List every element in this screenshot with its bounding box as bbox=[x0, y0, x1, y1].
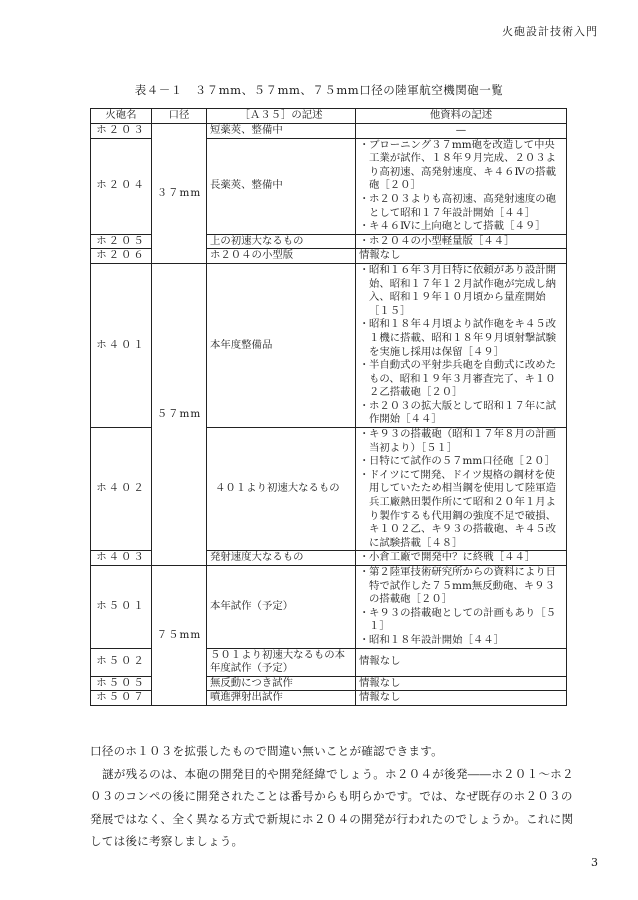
source-entry: ・ 昭和１８年４月頃より試作砲をキ４５改１機に搭載、昭和１８年９月頃射撃試験を実施し採用は保留［４９］ bbox=[359, 318, 563, 359]
column-header-name: 火砲名 bbox=[91, 109, 152, 124]
source-entry: 情報なし bbox=[359, 691, 401, 704]
source-entry: — bbox=[455, 124, 467, 136]
page-number: 3 bbox=[591, 856, 598, 869]
caliber-cell: ５７mm bbox=[152, 263, 207, 565]
source-entry: ・ キ９３の搭載砲（昭和１７年８月の計画当初より）［５１］ bbox=[359, 428, 563, 455]
caliber-cell: ７５mm bbox=[152, 566, 207, 706]
a35-description: 短薬莢、整備中 bbox=[207, 124, 356, 139]
a35-description: ５０１より初速大なるもの本年度試作（予定） bbox=[207, 648, 356, 676]
source-entry: ・ 日特にて試作の５７mm口径砲［２０］ bbox=[359, 455, 563, 469]
other-sources bbox=[356, 234, 567, 249]
weapon-name: ホ４０１ bbox=[91, 263, 152, 427]
source-entry: ・ 半自動式の平射歩兵砲を自動式に改めたもの、昭和１９年３月審査完了、キ１０２乙搭載砲［２０］ bbox=[359, 359, 563, 400]
source-entry: ・ ホ２０３の拡大版として昭和１７年に試作開始［４４］ bbox=[359, 400, 563, 427]
weapon-name: ホ２０３ bbox=[91, 124, 152, 139]
table-row bbox=[91, 263, 567, 427]
table-header-row bbox=[91, 109, 567, 124]
a35-description: 長薬莢、整備中 bbox=[207, 138, 356, 234]
a35-description: 本年試作（予定） bbox=[207, 566, 356, 649]
source-entry: ・ 昭和１６年３月日特に依頼があり設計開始、昭和１７年１２月試作砲が完成し納入、昭和１９年１０月頃から量産開始［１５］ bbox=[359, 264, 563, 318]
other-sources bbox=[356, 249, 567, 264]
column-header-caliber: 口径 bbox=[152, 109, 207, 124]
source-entry: ・ 第２陸軍技術研究所からの資料により日特で試作した７５mm無反動砲、キ９３の搭載砲［２０］ bbox=[359, 566, 563, 607]
running-header: 火砲設計技術入門 bbox=[502, 25, 598, 38]
column-header-a35: ［Ａ３５］の記述 bbox=[207, 109, 356, 124]
a35-description: 本年度整備品 bbox=[207, 263, 356, 427]
source-entry: 情報なし bbox=[359, 676, 401, 689]
source-entry: ・ ブローニング３７mm砲を改造して中央工業が試作、１８年９月完成、２０３より高初速、高発射速度、キ４６Ⅳの搭載砲［２０］ bbox=[359, 139, 563, 193]
weapons-table bbox=[90, 108, 567, 706]
weapon-name: ホ５０２ bbox=[91, 648, 152, 676]
a35-description: 無反動につき試作 bbox=[207, 676, 356, 691]
source-entry: ・ ホ２０４の小型軽量版［４４］ bbox=[359, 235, 563, 249]
body-text bbox=[90, 740, 574, 853]
source-entry: 情報なし bbox=[359, 249, 401, 262]
other-sources bbox=[356, 124, 567, 139]
source-entry: ・ キ９３の搭載砲としての計画もあり［５１］ bbox=[359, 607, 563, 634]
table-row bbox=[91, 566, 567, 649]
source-entry: ・ キ４６Ⅳに上向砲として搭載［４９］ bbox=[359, 220, 563, 234]
other-sources bbox=[356, 648, 567, 676]
table-row bbox=[91, 124, 567, 139]
other-sources bbox=[356, 676, 567, 691]
caliber-cell: ３７mm bbox=[152, 124, 207, 264]
other-sources bbox=[356, 428, 567, 551]
other-sources bbox=[356, 138, 567, 234]
source-entry: ・ ホ２０３よりも高初速、高発射速度の砲として昭和１７年設計開始［４４］ bbox=[359, 193, 563, 220]
weapon-name: ホ２０５ bbox=[91, 234, 152, 249]
weapon-name: ホ２０４ bbox=[91, 138, 152, 234]
weapon-name: ホ５０１ bbox=[91, 566, 152, 649]
body-paragraph: 謎が残るのは、本砲の開発目的や開発経緯でしょう。ホ２０４が後発――ホ２０１～ホ２０３のコンペの後に開発されたことは番号からも明らかです。では、なぜ既存のホ２０３の発展ではなく、全く異なる方式で新規にホ２０４の開発が行われたのでしょうか。これに関しては後に考察しましょう。 bbox=[90, 766, 574, 849]
source-entry: 情報なし bbox=[359, 655, 401, 668]
other-sources bbox=[356, 263, 567, 427]
other-sources bbox=[356, 551, 567, 566]
a35-description: 発射速度大なるもの bbox=[207, 551, 356, 566]
weapon-name: ホ５０７ bbox=[91, 691, 152, 706]
weapon-name: ホ４０３ bbox=[91, 551, 152, 566]
a35-description: ４０１より初速大なるもの bbox=[207, 428, 356, 551]
a35-description: ホ２０４の小型版 bbox=[207, 249, 356, 264]
weapon-name: ホ２０６ bbox=[91, 249, 152, 264]
table-caption: 表４－１ ３７mm、５７mm、７５mm口径の陸軍航空機関砲一覧 bbox=[134, 83, 504, 97]
weapon-name: ホ５０５ bbox=[91, 676, 152, 691]
source-entry: ・ ドイツにて開発、ドイツ規格の鋼材を使用していたため相当鋼を使用して陸軍造兵工廠熱田製作所にて昭和２０年１月より製作するも代用鋼の強度不足で破損、キ１０２乙、キ９３の搭載砲、キ４５改に試験搭載［４８］ bbox=[359, 469, 563, 551]
column-header-other: 他資料の記述 bbox=[356, 109, 567, 124]
source-entry: ・ 小倉工廠で開発中？に終戦［４４］ bbox=[359, 551, 563, 565]
other-sources bbox=[356, 566, 567, 649]
a35-description: 噴進弾射出試作 bbox=[207, 691, 356, 706]
a35-description: 上の初速大なるもの bbox=[207, 234, 356, 249]
other-sources bbox=[356, 691, 567, 706]
body-paragraph: 口径のホ１０３を拡張したもので間違い無いことが確認できます。 bbox=[90, 744, 443, 758]
weapon-name: ホ４０２ bbox=[91, 428, 152, 551]
source-entry: ・ 昭和１８年設計開始［４４］ bbox=[359, 634, 563, 648]
